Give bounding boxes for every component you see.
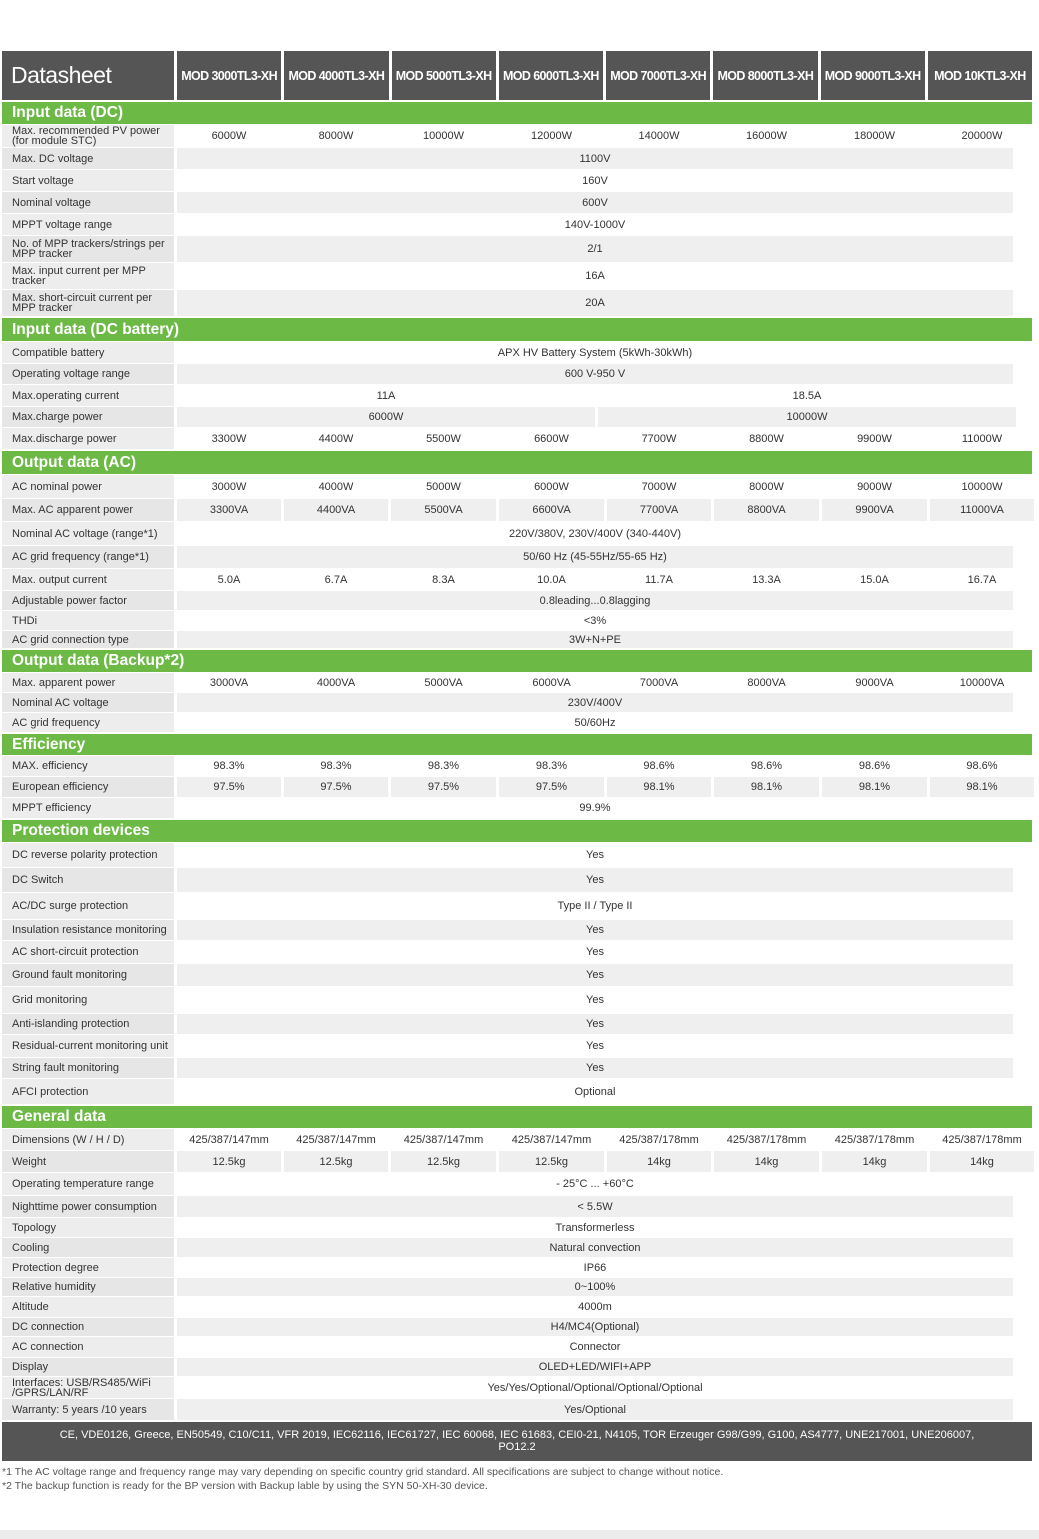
table-row — [2, 475, 1032, 498]
row-label: Start voltage — [2, 170, 174, 191]
row-label: Protection degree — [2, 1258, 174, 1277]
table-cell: 11A — [174, 385, 595, 406]
table-cell: Yes/Yes/Optional/Optional/Optional/Optional — [174, 1377, 1013, 1398]
table-cell: 97.5% — [496, 777, 604, 797]
table-cell: 425/387/147mm — [496, 1129, 604, 1150]
table-cell: 18000W — [819, 125, 927, 147]
table-cell: 3000VA — [174, 673, 281, 692]
row-label: European efficiency — [2, 777, 174, 797]
table-cell: 10000W — [927, 475, 1034, 498]
table-cell: Yes — [174, 1035, 1013, 1057]
row-label: MPPT efficiency — [2, 798, 174, 818]
row-label: MAX. efficiency — [2, 756, 174, 776]
table-row — [2, 798, 1032, 818]
table-cell: 11.7A — [604, 569, 711, 590]
table-cell: Yes — [174, 1058, 1013, 1078]
row-label: Ground fault monitoring — [2, 964, 174, 986]
table-row — [2, 843, 1032, 867]
table-cell: 99.9% — [174, 798, 1013, 818]
row-label: Grid monitoring — [2, 987, 174, 1013]
row-label: Max.charge power — [2, 407, 174, 427]
table-row — [2, 1399, 1032, 1420]
table-cell: 4000m — [174, 1297, 1013, 1317]
row-label: DC connection — [2, 1318, 174, 1336]
table-cell: 16000W — [711, 125, 819, 147]
table-cell: 97.5% — [388, 777, 496, 797]
table-row — [2, 611, 1032, 630]
table-cell: Natural convection — [174, 1238, 1013, 1257]
table-row — [2, 236, 1032, 262]
row-label: Operating voltage range — [2, 364, 174, 384]
table-cell: 5500VA — [388, 499, 496, 521]
table-row — [2, 214, 1032, 235]
row-label: Max. DC voltage — [2, 148, 174, 169]
section-header: Output data (Backup*2) — [2, 650, 1032, 672]
table-cell: Yes — [174, 941, 1013, 963]
table-cell: 425/387/147mm — [388, 1129, 496, 1150]
table-cell: 8000VA — [711, 673, 819, 692]
table-row — [2, 1129, 1032, 1150]
row-label: Max. apparent power — [2, 673, 174, 692]
table-row — [2, 1151, 1032, 1172]
row-label: Insulation resistance monitoring — [2, 920, 174, 940]
table-row — [2, 713, 1032, 732]
table-cell: 12.5kg — [174, 1151, 281, 1172]
table-cell: 8000W — [281, 125, 388, 147]
table-cell: Yes — [174, 843, 1013, 867]
table-row — [2, 941, 1032, 963]
table-cell: 600V — [174, 192, 1013, 213]
table-cell: Optional — [174, 1079, 1013, 1104]
table-cell: OLED+LED/WIFI+APP — [174, 1358, 1013, 1376]
table-cell: 8800W — [711, 428, 819, 449]
footnote: *2 The backup function is ready for the BP version with Backup lable by using the SYN 50-XH-30 device. — [2, 1480, 488, 1492]
table-cell: 4400W — [281, 428, 388, 449]
row-label: Nominal voltage — [2, 192, 174, 213]
table-row — [2, 1278, 1032, 1296]
row-label: Cooling — [2, 1238, 174, 1257]
row-label: Nominal AC voltage (range*1) — [2, 522, 174, 545]
table-cell: 98.1% — [819, 777, 927, 797]
table-cell: 98.6% — [927, 756, 1034, 776]
model-header: MOD 6000TL3-XH — [496, 51, 603, 100]
table-cell: 97.5% — [281, 777, 388, 797]
table-cell: 11000VA — [927, 499, 1034, 521]
table-row — [2, 1377, 1032, 1398]
table-cell: 5000W — [388, 475, 496, 498]
table-cell: 2/1 — [174, 236, 1013, 262]
table-row — [2, 1318, 1032, 1336]
table-cell: 98.6% — [711, 756, 819, 776]
table-cell: 12.5kg — [388, 1151, 496, 1172]
table-cell: 4000VA — [281, 673, 388, 692]
table-row — [2, 569, 1032, 590]
table-cell: 9000VA — [819, 673, 927, 692]
table-cell: 16A — [174, 263, 1013, 289]
table-cell: 6600VA — [496, 499, 604, 521]
row-label: Operating temperature range — [2, 1173, 174, 1195]
model-header: MOD 4000TL3-XH — [281, 51, 388, 100]
table-row — [2, 192, 1032, 213]
table-row — [2, 1035, 1032, 1057]
row-label: AC grid frequency (range*1) — [2, 546, 174, 568]
table-cell: 14kg — [927, 1151, 1034, 1172]
row-label: String fault monitoring — [2, 1058, 174, 1078]
table-cell: 13.3A — [711, 569, 819, 590]
table-cell: 98.6% — [604, 756, 711, 776]
table-row — [2, 428, 1032, 449]
table-cell: 15.0A — [819, 569, 927, 590]
table-cell: 7000W — [604, 475, 711, 498]
table-cell: 98.3% — [496, 756, 604, 776]
table-row — [2, 693, 1032, 712]
table-cell: 12000W — [496, 125, 604, 147]
table-cell: 50/60 Hz (45-55Hz/55-65 Hz) — [174, 546, 1013, 568]
table-cell: 5.0A — [174, 569, 281, 590]
table-cell: 6600W — [496, 428, 604, 449]
row-label: DC Switch — [2, 868, 174, 892]
table-row — [2, 893, 1032, 919]
table-cell: 50/60Hz — [174, 713, 1013, 732]
table-row — [2, 342, 1032, 363]
table-cell: 3W+N+PE — [174, 631, 1013, 648]
table-cell: Yes/Optional — [174, 1399, 1013, 1420]
table-row — [2, 1258, 1032, 1277]
table-row — [2, 1079, 1032, 1104]
table-cell: <3% — [174, 611, 1013, 630]
section-header: Protection devices — [2, 820, 1032, 842]
table-cell: 12.5kg — [281, 1151, 388, 1172]
table-row — [2, 1358, 1032, 1376]
table-row — [2, 868, 1032, 892]
row-label: Altitude — [2, 1297, 174, 1317]
table-cell: 14kg — [711, 1151, 819, 1172]
table-cell: 140V-1000V — [174, 214, 1013, 235]
table-cell: 98.3% — [281, 756, 388, 776]
table-cell: 1100V — [174, 148, 1013, 169]
table-cell: 14000W — [604, 125, 711, 147]
page-title: Datasheet — [11, 62, 112, 88]
table-cell: Transformerless — [174, 1218, 1013, 1237]
row-label: Max. AC apparent power — [2, 499, 174, 521]
table-cell: 14kg — [819, 1151, 927, 1172]
table-row — [2, 591, 1032, 610]
table-cell: 7700W — [604, 428, 711, 449]
datasheet-table — [2, 51, 1032, 1461]
table-cell: 6000W — [174, 407, 595, 427]
table-cell: 5000VA — [388, 673, 496, 692]
table-cell: 0.8leading...0.8lagging — [174, 591, 1013, 610]
table-cell: 6000W — [174, 125, 281, 147]
table-cell: 5500W — [388, 428, 496, 449]
section-header: Efficiency — [2, 734, 1032, 755]
model-header: MOD 8000TL3-XH — [710, 51, 817, 100]
table-cell: 425/387/178mm — [604, 1129, 711, 1150]
table-cell: 98.1% — [711, 777, 819, 797]
table-cell: - 25°C ... +60°C — [174, 1173, 1013, 1195]
table-cell: 11000W — [927, 428, 1034, 449]
table-cell: < 5.5W — [174, 1196, 1013, 1217]
model-header: MOD 3000TL3-XH — [174, 51, 281, 100]
table-cell: 98.1% — [604, 777, 711, 797]
table-row — [2, 407, 1032, 427]
table-cell: 220V/380V, 230V/400V (340-440V) — [174, 522, 1013, 545]
table-cell: 10000VA — [927, 673, 1034, 692]
table-row — [2, 170, 1032, 191]
table-cell: 3300W — [174, 428, 281, 449]
row-label: Warranty: 5 years /10 years — [2, 1399, 174, 1420]
table-cell: 10000W — [388, 125, 496, 147]
table-cell: 16.7A — [927, 569, 1034, 590]
section-header: Input data (DC battery) — [2, 318, 1032, 341]
table-cell: 425/387/147mm — [174, 1129, 281, 1150]
table-cell: APX HV Battery System (5kWh-30kWh) — [174, 342, 1013, 363]
bottom-band — [0, 1530, 1039, 1539]
table-header — [2, 51, 1032, 100]
table-cell: 8800VA — [711, 499, 819, 521]
row-label: Anti-islanding protection — [2, 1014, 174, 1034]
table-cell: 7700VA — [604, 499, 711, 521]
table-cell: 98.1% — [927, 777, 1034, 797]
table-cell: 425/387/178mm — [711, 1129, 819, 1150]
row-label: Display — [2, 1358, 174, 1376]
row-label: Compatible battery — [2, 342, 174, 363]
footnotes — [2, 1465, 723, 1493]
table-body — [2, 102, 1032, 1420]
model-header: MOD 7000TL3-XH — [603, 51, 710, 100]
table-cell: 6000VA — [496, 673, 604, 692]
table-cell: 20000W — [927, 125, 1034, 147]
table-row — [2, 385, 1032, 406]
table-cell: 425/387/147mm — [281, 1129, 388, 1150]
row-label: No. of MPP trackers/strings per MPP tracker — [2, 236, 174, 262]
table-cell: 18.5A — [595, 385, 1016, 406]
table-cell: 98.3% — [174, 756, 281, 776]
table-row — [2, 777, 1032, 797]
row-label: Relative humidity — [2, 1278, 174, 1296]
row-label: Nighttime power consumption — [2, 1196, 174, 1217]
row-label: Residual-current monitoring unit — [2, 1035, 174, 1057]
table-row — [2, 756, 1032, 776]
table-cell: Yes — [174, 1014, 1013, 1034]
table-row — [2, 148, 1032, 169]
row-label: Topology — [2, 1218, 174, 1237]
row-label: AFCI protection — [2, 1079, 174, 1104]
table-cell: 0~100% — [174, 1278, 1013, 1296]
table-row — [2, 1297, 1032, 1317]
table-cell: 10000W — [595, 407, 1016, 427]
table-cell: Yes — [174, 987, 1013, 1013]
table-cell: Connector — [174, 1337, 1013, 1357]
row-label: THDi — [2, 611, 174, 630]
row-label: Interfaces: USB/RS485/WiFi /GPRS/LAN/RF — [2, 1377, 174, 1398]
row-label: Dimensions (W / H / D) — [2, 1129, 174, 1150]
table-row — [2, 290, 1032, 316]
row-label: Adjustable power factor — [2, 591, 174, 610]
table-row — [2, 125, 1032, 147]
table-cell: 98.3% — [388, 756, 496, 776]
model-header: MOD 5000TL3-XH — [389, 51, 496, 100]
table-row — [2, 499, 1032, 521]
table-cell: 4400VA — [281, 499, 388, 521]
table-row — [2, 1173, 1032, 1195]
table-cell: 9900VA — [819, 499, 927, 521]
table-row — [2, 1058, 1032, 1078]
table-row — [2, 631, 1032, 648]
table-cell: 9900W — [819, 428, 927, 449]
table-row — [2, 1238, 1032, 1257]
row-label: Max. short-circuit current per MPP tracker — [2, 290, 174, 316]
table-cell: 98.6% — [819, 756, 927, 776]
table-cell: Type II / Type II — [174, 893, 1013, 919]
table-cell: 425/387/178mm — [819, 1129, 927, 1150]
row-label: AC grid frequency — [2, 713, 174, 732]
table-cell: 7000VA — [604, 673, 711, 692]
table-cell: 6.7A — [281, 569, 388, 590]
row-label: AC nominal power — [2, 475, 174, 498]
row-label: Weight — [2, 1151, 174, 1172]
section-header: General data — [2, 1106, 1032, 1128]
table-cell: 10.0A — [496, 569, 604, 590]
row-label: AC/DC surge protection — [2, 893, 174, 919]
row-label: Max.discharge power — [2, 428, 174, 449]
table-cell: 160V — [174, 170, 1013, 191]
certifications: CE, VDE0126, Greece, EN50549, C10/C11, VFR 2019, IEC62116, IEC61727, IEC 60068, IEC 61683, CEI0-21, N4105, TOR Erzeuger G98/G99, G100, AS4777, UNE217001, UNE206007, PO12.2 — [2, 1422, 1032, 1461]
table-cell: Yes — [174, 920, 1013, 940]
section-header: Output data (AC) — [2, 451, 1032, 474]
table-cell: 6000W — [496, 475, 604, 498]
table-cell: 20A — [174, 290, 1013, 316]
row-label: MPPT voltage range — [2, 214, 174, 235]
table-row — [2, 920, 1032, 940]
table-cell: 97.5% — [174, 777, 281, 797]
row-label: AC grid connection type — [2, 631, 174, 648]
row-label: AC short-circuit protection — [2, 941, 174, 963]
table-row — [2, 546, 1032, 568]
table-row — [2, 364, 1032, 384]
table-cell: Yes — [174, 964, 1013, 986]
footnote: *1 The AC voltage range and frequency range may vary depending on specific country grid standard. All specifications are subject to change without notice. — [2, 1466, 724, 1478]
row-label: Max.operating current — [2, 385, 174, 406]
table-cell: H4/MC4(Optional) — [174, 1318, 1013, 1336]
model-header: MOD 10KTL3-XH — [925, 51, 1032, 100]
table-cell: 8.3A — [388, 569, 496, 590]
table-row — [2, 263, 1032, 289]
table-row — [2, 1196, 1032, 1217]
table-cell: 230V/400V — [174, 693, 1013, 712]
table-cell: IP66 — [174, 1258, 1013, 1277]
table-cell: 9000W — [819, 475, 927, 498]
table-cell: Yes — [174, 868, 1013, 892]
row-label: DC reverse polarity protection — [2, 843, 174, 867]
row-label: AC connection — [2, 1337, 174, 1357]
row-label: Max. recommended PV power (for module STC) — [2, 125, 174, 147]
table-cell: 600 V-950 V — [174, 364, 1013, 384]
table-cell: 12.5kg — [496, 1151, 604, 1172]
section-header: Input data (DC) — [2, 102, 1032, 124]
table-row — [2, 1014, 1032, 1034]
table-cell: 8000W — [711, 475, 819, 498]
table-cell: 14kg — [604, 1151, 711, 1172]
table-row — [2, 1337, 1032, 1357]
table-cell: 425/387/178mm — [927, 1129, 1034, 1150]
table-cell: 4000W — [281, 475, 388, 498]
table-row — [2, 522, 1032, 545]
row-label: Max. input current per MPP tracker — [2, 263, 174, 289]
table-cell: 3000W — [174, 475, 281, 498]
table-row — [2, 964, 1032, 986]
table-row — [2, 673, 1032, 692]
model-header: MOD 9000TL3-XH — [818, 51, 925, 100]
table-row — [2, 987, 1032, 1013]
row-label: Max. output current — [2, 569, 174, 590]
table-row — [2, 1218, 1032, 1237]
row-label: Nominal AC voltage — [2, 693, 174, 712]
table-cell: 3300VA — [174, 499, 281, 521]
